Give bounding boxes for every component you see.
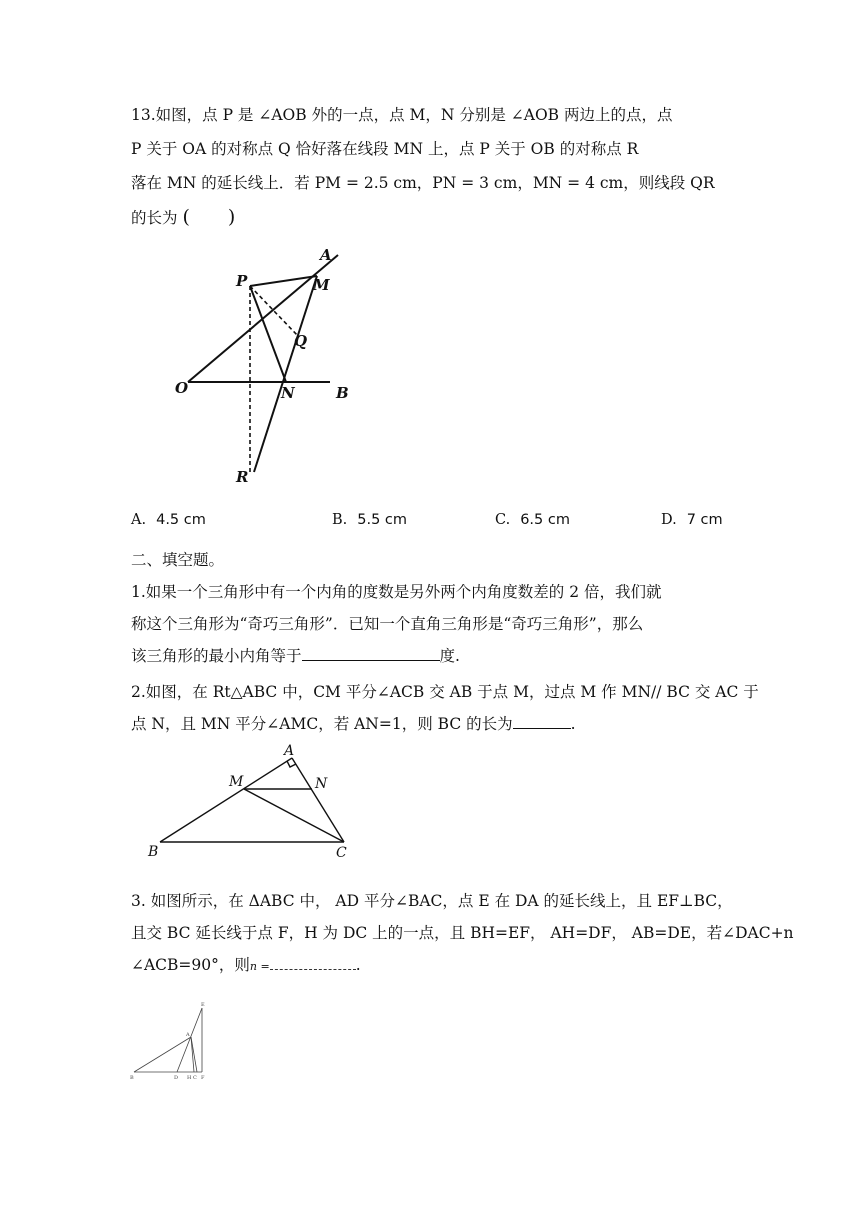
question-3-n-symbol: n = [249, 960, 270, 973]
segment-BA [160, 758, 292, 842]
label-O: O [175, 379, 189, 397]
label-B: B [130, 1075, 134, 1081]
question-3-line-2: 且交 BC 延长线于点 F，H 为 DC 上的一点，且 BH=EF， AH=DF， AB=DE，若∠DAC+n [131, 924, 794, 942]
label-A: A [320, 246, 332, 264]
choice-B-letter: B. [332, 512, 348, 528]
choice-C[interactable] [495, 512, 570, 528]
question-3-line-1: 3. 如图所示，在 ΔABC 中， AD 平分∠BAC，点 E 在 DA 的延长线上，且 EF⊥BC， [131, 892, 733, 910]
answer-blank-1[interactable] [302, 644, 440, 661]
label-A: A [284, 743, 295, 759]
segment-AC [292, 758, 344, 842]
label-E: E [201, 1002, 205, 1008]
question-13 [131, 105, 730, 241]
question-13-line-3: 落在 MN 的延长线上．若 PM = 2.5 cm，PN = 3 cm，MN = 4 cm，则线段 QR [131, 174, 715, 192]
choice-D[interactable] [661, 512, 723, 528]
label-A: A [186, 1032, 190, 1038]
choice-D-text: 7 cm [686, 512, 723, 528]
question-13-line-1: 13.如图，点 P 是 ∠AOB 外的一点，点 M，N 分别是 ∠AOB 两边上的点，点 [131, 106, 673, 124]
answer-choices [131, 512, 731, 532]
choice-D-letter: D. [661, 512, 677, 528]
label-N: N [281, 384, 295, 402]
question-2-line-1: 2.如图，在 Rt△ABC 中，CM 平分∠ACB 交 AB 于点 M，过点 M 作 MN// BC 交 AC 于 [131, 683, 759, 701]
label-P: P [236, 272, 248, 290]
question-3-line-3 [131, 953, 730, 985]
question-2-figure [140, 740, 360, 865]
answer-blank-3[interactable] [270, 953, 356, 970]
label-M: M [313, 276, 330, 294]
choice-B[interactable] [332, 512, 407, 528]
choice-A-letter: A. [131, 512, 147, 528]
question-3-text-before-blank: ∠ACB=90°，则 [131, 956, 250, 974]
label-C: C [193, 1075, 197, 1081]
question-2-text-after-blank: . [570, 715, 576, 733]
segment-BA [134, 1037, 191, 1072]
question-1-line-3 [131, 644, 730, 676]
question-3 [131, 889, 794, 985]
segment-PN [250, 286, 286, 382]
question-1-line-2: 称这个三角形为“奇巧三角形”．已知一个直角三角形是“奇巧三角形”，那么 [131, 615, 644, 633]
label-D: D [174, 1075, 179, 1081]
question-1-line-1: 1.如果一个三角形中有一个内角的度数是另外两个内角度数差的 2 倍，我们就 [131, 583, 662, 601]
label-M: M [229, 774, 244, 790]
answer-blank-2[interactable] [513, 712, 571, 729]
question-1-text-before-blank: 该三角形的最小内角等于 [131, 647, 302, 665]
segment-MC [244, 789, 344, 842]
question-13-line-2: P 关于 OA 的对称点 Q 恰好落在线段 MN 上，点 P 关于 OB 的对称点 R [131, 140, 639, 158]
label-N: N [315, 776, 328, 792]
label-C: C [336, 845, 347, 861]
question-3-text-after-blank: . [355, 956, 361, 974]
question-2 [131, 680, 759, 744]
dashed-segment-PQ [250, 286, 298, 336]
label-F: F [201, 1075, 205, 1081]
choice-A[interactable] [131, 512, 206, 528]
label-B: B [148, 844, 159, 860]
question-2-text-before-blank: 点 N，且 MN 平分∠AMC，若 AN=1，则 BC 的长为 [131, 715, 513, 733]
question-1 [131, 580, 730, 676]
label-R: R [236, 468, 249, 486]
choice-C-letter: C. [495, 512, 511, 528]
question-13-line-4 [131, 207, 730, 241]
choice-B-text: 5.5 cm [357, 512, 408, 528]
label-Q: Q [294, 332, 308, 350]
question-13-stem-end: 的长为 [131, 209, 178, 227]
answer-parentheses: ( ) [182, 206, 236, 228]
choice-A-text: 4.5 cm [156, 512, 206, 528]
segment-AC [191, 1037, 197, 1072]
segment-AH [191, 1037, 194, 1072]
label-B: B [336, 384, 349, 402]
choice-C-text: 6.5 cm [520, 512, 570, 528]
question-1-text-after-blank: 度. [439, 647, 460, 665]
question-3-figure [128, 1000, 224, 1086]
question-13-figure [170, 240, 380, 490]
segment-DE [177, 1008, 202, 1072]
section-title: 二、填空题。 [131, 551, 225, 569]
segment-MR [254, 276, 317, 472]
label-H: H [187, 1075, 192, 1081]
